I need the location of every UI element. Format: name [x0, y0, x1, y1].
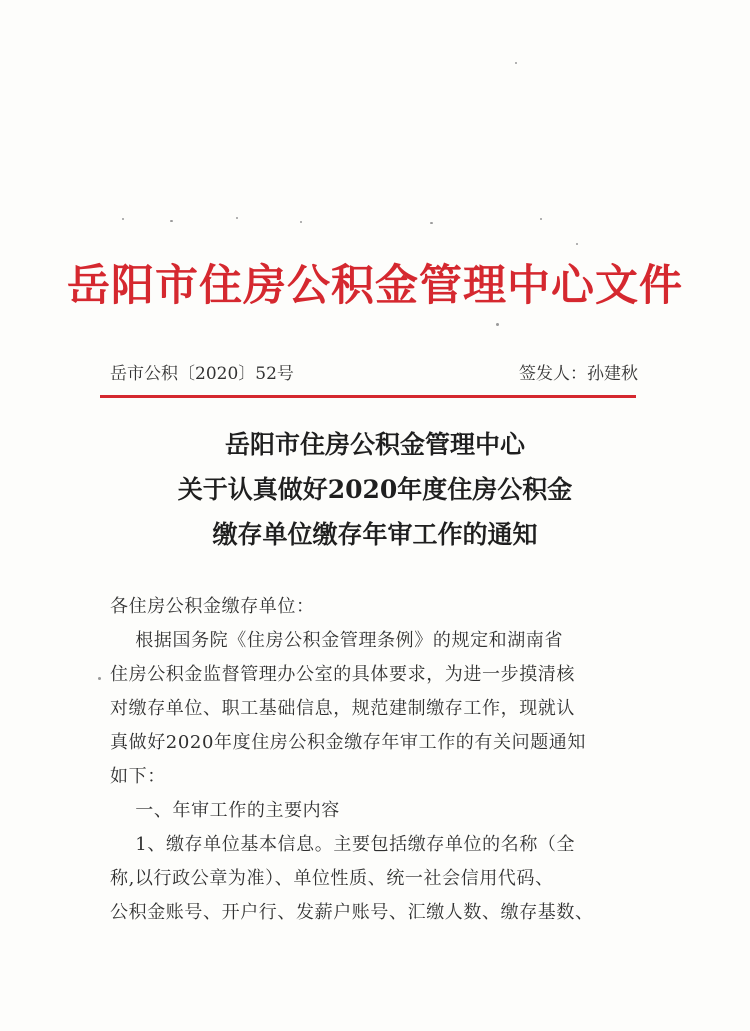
- body-line: 根据国务院《住房公积金管理条例》的规定和湖南省: [110, 630, 564, 651]
- body-line: 1、缴存单位基本信息。主要包括缴存单位的名称（全: [110, 834, 576, 855]
- scan-speck: [576, 243, 578, 245]
- body-line: 住房公积金监督管理办公室的具体要求，为进一步摸清核: [110, 664, 575, 685]
- document-title-line: 关于认真做好2020年度住房公积金: [177, 475, 573, 504]
- scan-speck: [122, 218, 124, 220]
- document-title-line: 岳阳市住房公积金管理中心: [224, 430, 525, 459]
- body-line: 公积金账号、开户行、发薪户账号、汇缴人数、缴存基数、: [110, 902, 594, 923]
- body-line: 如下：: [110, 766, 166, 787]
- scan-speck: [430, 222, 433, 224]
- scan-speck: [540, 218, 542, 220]
- body-line: 对缴存单位、职工基础信息，规范建制缴存工作，现就认: [110, 698, 575, 719]
- scan-speck: [300, 221, 302, 223]
- scan-speck: [170, 220, 173, 222]
- document-title-line: 缴存单位缴存年审工作的通知: [212, 520, 538, 549]
- salutation: 各住房公积金缴存单位：: [110, 596, 315, 617]
- signer: 签发人：孙建秋: [519, 364, 638, 384]
- scan-speck: [496, 323, 499, 326]
- scan-speck: [98, 677, 101, 680]
- header-title: 岳阳市住房公积金管理中心文件: [67, 261, 683, 311]
- section-heading: 一、年审工作的主要内容: [110, 800, 340, 821]
- header-red-rule: [100, 395, 636, 398]
- scan-speck: [236, 217, 238, 219]
- body-line: 真做好2020年度住房公积金缴存年审工作的有关问题通知: [110, 732, 587, 753]
- document-number: 岳市公积〔2020〕52号: [110, 364, 294, 384]
- scan-speck: [515, 62, 517, 64]
- body-line: 称,以行政公章为准）、单位性质、统一社会信用代码、: [110, 868, 554, 889]
